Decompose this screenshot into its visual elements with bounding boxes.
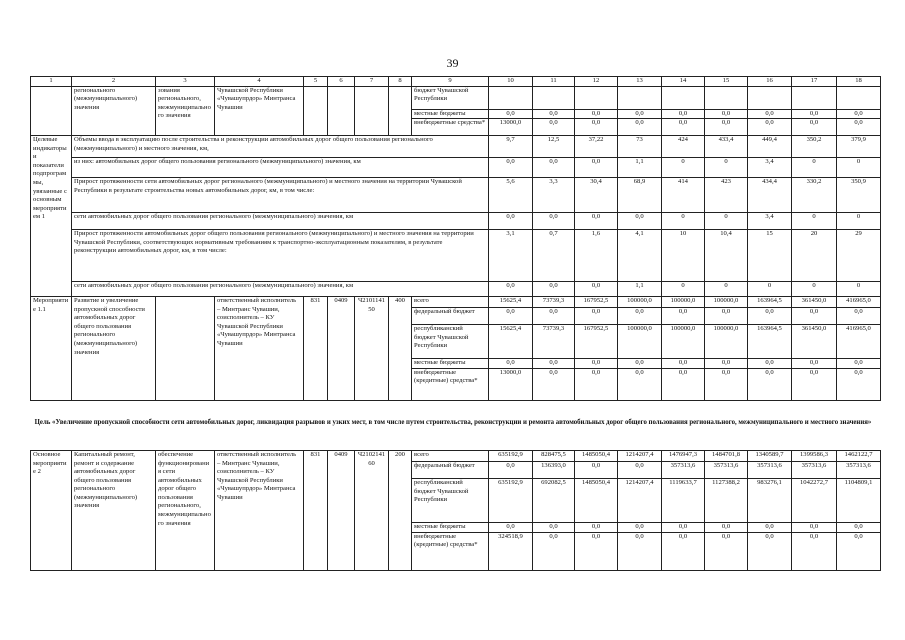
indicator-text: сети автомобильных дорог общего пользования регионального (межмуниципального) значения, км [72, 213, 489, 230]
indicator-text: из них: автомобильных дорог общего пользования регионального (межмуниципального) значения, км [72, 158, 489, 178]
cell-empty [328, 86, 355, 136]
funding-value: 0,0 [792, 119, 837, 136]
indicator-text: Прирост протяженности автомобильных дорог общего пользования регионального (межмуниципального) и местного значения на территории Чувашской Республики, соответствующих нормативным требованиям к транспортно-эксплуатационным показателям, в результате реконструкции автомобильных дорог, км, в том числе: [72, 230, 489, 282]
indicator-value: 350,2 [792, 136, 837, 158]
indicator-value: 3,4 [748, 213, 792, 230]
funding-value [662, 86, 705, 109]
funding-value: 100000,0 [618, 325, 662, 359]
budget-code-section: 0409 [328, 451, 355, 571]
indicator-value: 0 [837, 158, 881, 178]
funding-value: 0,0 [618, 109, 662, 119]
column-number: 7 [355, 77, 389, 87]
cell-empty [31, 86, 72, 136]
funding-value: 100000,0 [705, 297, 748, 308]
indicator-value: 423 [705, 178, 748, 213]
table-row [31, 86, 881, 109]
indicator-value: 0 [705, 282, 748, 297]
funding-value: 416965,0 [837, 297, 881, 308]
funding-value [533, 86, 575, 109]
indicator-text: Объемы ввода в эксплуатацию после строительства и реконструкции автомобильных дорог общего пользования регионального (межмуниципального) и местного значения, км, [72, 136, 489, 158]
indicator-text: сети автомобильных дорог общего пользования регионального (межмуниципального) значения, км [72, 282, 489, 297]
funding-value: 0,0 [748, 359, 792, 369]
funding-value: 0,0 [575, 523, 618, 533]
funding-value [748, 86, 792, 109]
funding-value: 0,0 [662, 308, 705, 325]
table-row [31, 136, 881, 158]
funding-value: 0,0 [618, 119, 662, 136]
indicator-value: 0,0 [533, 158, 575, 178]
funding-value: 0,0 [662, 119, 705, 136]
measure-goal: обеспечение функционирования сети автомобильных дорог общего пользования регионального, межмуниципального значения [156, 451, 215, 571]
funding-source: бюджет Чувашской Республики [412, 86, 489, 109]
funding-value: 100000,0 [662, 297, 705, 308]
funding-value: 0,0 [792, 532, 837, 570]
column-number: 4 [215, 77, 304, 87]
funding-value: 361450,0 [792, 325, 837, 359]
column-number: 5 [304, 77, 328, 87]
indicator-value: 0,0 [533, 213, 575, 230]
funding-value: 15625,4 [489, 297, 533, 308]
funding-value: 0,0 [662, 523, 705, 533]
funding-value: 357313,6 [662, 462, 705, 479]
funding-value: 1476947,3 [662, 451, 705, 462]
funding-value: 0,0 [533, 109, 575, 119]
funding-value: 635192,9 [489, 451, 533, 462]
funding-value: 0,0 [837, 368, 881, 400]
funding-value: 0,0 [489, 462, 533, 479]
indicator-value: 10,4 [705, 230, 748, 282]
funding-source: федеральный бюджет [412, 462, 489, 479]
funding-value: 0,0 [618, 462, 662, 479]
funding-value: 0,0 [662, 368, 705, 400]
table-row [31, 230, 881, 282]
indicator-value: 0 [662, 213, 705, 230]
measure-number: Мероприятие 1.1 [31, 297, 72, 401]
funding-value: 0,0 [489, 523, 533, 533]
funding-source: внебюджетные средства* [412, 119, 489, 136]
funding-value: 357313,6 [792, 462, 837, 479]
funding-value: 0,0 [575, 308, 618, 325]
column-number: 11 [533, 77, 575, 87]
indicator-value: 0 [705, 213, 748, 230]
funding-value: 0,0 [837, 359, 881, 369]
funding-value: 100000,0 [705, 325, 748, 359]
funding-source: внебюджетные (кредитные) средства* [412, 532, 489, 570]
indicator-value: 73 [618, 136, 662, 158]
budget-code-target: Ч210214160 [355, 451, 389, 571]
indicator-value: 0 [837, 213, 881, 230]
funding-source: республиканский бюджет Чувашской Республики [412, 479, 489, 523]
measure-name: регионального (межмуниципального) значения [72, 86, 156, 136]
indicator-value: 0 [792, 158, 837, 178]
funding-value [837, 86, 881, 109]
funding-value: 0,0 [575, 119, 618, 136]
funding-value: 0,0 [837, 308, 881, 325]
funding-value: 361450,0 [792, 297, 837, 308]
funding-source: всего [412, 297, 489, 308]
measure-executor: ответственный исполнитель – Минтранс Чувашии, соисполнитель – КУ Чувашской Республики «Чувашупрдор» Минтранса Чувашии [215, 451, 304, 571]
funding-value: 1214207,4 [618, 451, 662, 462]
funding-value: 1340589,7 [748, 451, 792, 462]
funding-value: 0,0 [837, 523, 881, 533]
funding-value: 0,0 [618, 359, 662, 369]
funding-value: 0,0 [533, 308, 575, 325]
funding-value: 0,0 [792, 523, 837, 533]
funding-value: 100000,0 [662, 325, 705, 359]
funding-value: 136393,0 [533, 462, 575, 479]
indicator-value: 0 [792, 282, 837, 297]
funding-value: 0,0 [575, 359, 618, 369]
table-row [31, 158, 881, 178]
funding-value [575, 86, 618, 109]
indicator-text: Прирост протяженности сети автомобильных дорог регионального (межмуниципального) и местного значения на территории Чувашской Республики в результате строительства новых автомобильных дорог, км, в том числе: [72, 178, 489, 213]
funding-value: 0,0 [533, 368, 575, 400]
indicator-value: 330,2 [792, 178, 837, 213]
funding-value: 324518,9 [489, 532, 533, 570]
indicator-value: 0 [662, 282, 705, 297]
funding-source: местные бюджеты [412, 359, 489, 369]
budget-code-grbs: 831 [304, 451, 328, 571]
column-number: 13 [618, 77, 662, 87]
funding-source: республиканский бюджет Чувашской Республики [412, 325, 489, 359]
funding-value: 73739,3 [533, 325, 575, 359]
measure-goal [156, 297, 215, 401]
funding-value: 416965,0 [837, 325, 881, 359]
indicator-value: 0,0 [489, 282, 533, 297]
indicator-value: 20 [792, 230, 837, 282]
funding-value: 983276,1 [748, 479, 792, 523]
column-number: 10 [489, 77, 533, 87]
column-number: 14 [662, 77, 705, 87]
indicators-label: Целевые индикаторы и показатели подпрограммы, увязанные с основным мероприятием 1 [31, 136, 72, 297]
indicator-value: 29 [837, 230, 881, 282]
indicator-value: 9,7 [489, 136, 533, 158]
funding-value: 1104809,1 [837, 479, 881, 523]
indicator-value: 0 [662, 158, 705, 178]
indicator-value: 0 [837, 282, 881, 297]
program-table-top [30, 76, 881, 401]
measure-goal: зования регионального, межмуниципального значения [156, 86, 215, 136]
funding-value: 357313,6 [748, 462, 792, 479]
funding-value: 0,0 [792, 308, 837, 325]
measure-executor: ответственный исполнитель – Минтранс Чувашии, соисполнитель – КУ Чувашской Республики «Чувашупрдор» Минтранса Чувашии [215, 297, 304, 401]
indicator-value: 0,0 [489, 213, 533, 230]
funding-value: 1127388,2 [705, 479, 748, 523]
indicator-value: 0,0 [575, 282, 618, 297]
table-row [31, 213, 881, 230]
funding-value: 1485050,4 [575, 451, 618, 462]
column-number: 12 [575, 77, 618, 87]
column-number: 8 [389, 77, 412, 87]
funding-value: 0,0 [705, 308, 748, 325]
funding-value: 1119633,7 [662, 479, 705, 523]
funding-source: федеральный бюджет [412, 308, 489, 325]
column-number: 17 [792, 77, 837, 87]
funding-value: 0,0 [748, 109, 792, 119]
budget-code-section: 0409 [328, 297, 355, 401]
funding-value: 0,0 [575, 462, 618, 479]
program-table-bottom [30, 450, 881, 571]
funding-value: 0,0 [748, 523, 792, 533]
funding-value: 0,0 [792, 109, 837, 119]
column-number: 6 [328, 77, 355, 87]
funding-value: 0,0 [618, 523, 662, 533]
funding-value: 0,0 [748, 368, 792, 400]
budget-code-target: Ч210114150 [355, 297, 389, 401]
table-row [31, 282, 881, 297]
funding-value: 0,0 [748, 532, 792, 570]
funding-value: 0,0 [575, 109, 618, 119]
indicator-value: 379,9 [837, 136, 881, 158]
indicator-value: 0,0 [618, 213, 662, 230]
funding-value: 0,0 [618, 368, 662, 400]
funding-value: 0,0 [618, 532, 662, 570]
indicator-value: 3,4 [748, 158, 792, 178]
funding-value: 13000,0 [489, 119, 533, 136]
funding-value: 0,0 [705, 359, 748, 369]
indicator-value: 1,1 [618, 282, 662, 297]
funding-value: 828475,5 [533, 451, 575, 462]
indicator-value: 0,0 [575, 158, 618, 178]
funding-value: 0,0 [705, 523, 748, 533]
indicator-value: 1,1 [618, 158, 662, 178]
funding-value: 0,0 [662, 109, 705, 119]
funding-value: 0,0 [748, 308, 792, 325]
indicator-value: 433,4 [705, 136, 748, 158]
indicator-value: 0,0 [489, 158, 533, 178]
indicator-value: 15 [748, 230, 792, 282]
measure-name: Развитие и увеличение пропускной способности автомобильных дорог общего пользования регионального (межмуниципального) значения [72, 297, 156, 401]
funding-value: 0,0 [705, 109, 748, 119]
funding-value: 0,0 [662, 532, 705, 570]
funding-value: 1462122,7 [837, 451, 881, 462]
funding-value: 357313,6 [837, 462, 881, 479]
funding-source: всего [412, 451, 489, 462]
indicator-value: 0,7 [533, 230, 575, 282]
funding-value: 13000,0 [489, 368, 533, 400]
indicator-value: 5,6 [489, 178, 533, 213]
indicator-value: 12,5 [533, 136, 575, 158]
funding-value: 1484701,8 [705, 451, 748, 462]
funding-value: 0,0 [837, 119, 881, 136]
column-number: 1 [31, 77, 72, 87]
goal-heading: Цель «Увеличение пропускной способности сети автомобильных дорог, ликвидация разрывов и узких мест, в том числе путем строительства, реконструкции и ремонта автомобильных дорог общего пользования регионального, межмуниципального и местного значения» [34, 419, 872, 426]
funding-value: 0,0 [533, 532, 575, 570]
indicator-value: 0 [705, 158, 748, 178]
column-number: 15 [705, 77, 748, 87]
funding-value: 0,0 [489, 359, 533, 369]
funding-value: 163964,5 [748, 325, 792, 359]
indicator-value: 449,4 [748, 136, 792, 158]
column-number-row [31, 77, 881, 87]
indicator-value: 3,1 [489, 230, 533, 282]
measure-number: Основное мероприятие 2 [31, 451, 72, 571]
funding-value: 167952,5 [575, 325, 618, 359]
funding-value: 0,0 [748, 119, 792, 136]
funding-source: местные бюджеты [412, 523, 489, 533]
funding-value: 0,0 [489, 308, 533, 325]
indicator-value: 424 [662, 136, 705, 158]
funding-value: 0,0 [837, 532, 881, 570]
column-number: 16 [748, 77, 792, 87]
funding-value: 15625,4 [489, 325, 533, 359]
indicator-value: 0 [792, 213, 837, 230]
funding-value [489, 86, 533, 109]
budget-code-type: 200 [389, 451, 412, 571]
funding-value: 167952,5 [575, 297, 618, 308]
indicator-value: 1,6 [575, 230, 618, 282]
indicator-value: 10 [662, 230, 705, 282]
indicator-value: 0,0 [533, 282, 575, 297]
funding-source: местные бюджеты [412, 109, 489, 119]
funding-value [792, 86, 837, 109]
funding-value: 0,0 [792, 359, 837, 369]
budget-code-grbs: 831 [304, 297, 328, 401]
measure-name: Капитальный ремонт, ремонт и содержание автомобильных дорог общего пользования регионального (межмуниципального) значения [72, 451, 156, 571]
indicator-value: 0 [748, 282, 792, 297]
column-number: 9 [412, 77, 489, 87]
funding-value [618, 86, 662, 109]
funding-value: 0,0 [837, 109, 881, 119]
cell-empty [304, 86, 328, 136]
table-row [31, 178, 881, 213]
funding-value: 0,0 [575, 532, 618, 570]
indicator-value: 4,1 [618, 230, 662, 282]
page-number: 39 [446, 56, 459, 70]
indicator-value: 414 [662, 178, 705, 213]
cell-empty [355, 86, 389, 136]
funding-value: 1399586,3 [792, 451, 837, 462]
cell-empty [389, 86, 412, 136]
funding-value: 1042272,7 [792, 479, 837, 523]
indicator-value: 0,0 [575, 213, 618, 230]
measure-executor: Чувашской Республики «Чувашупрдор» Минтранса Чувашии [215, 86, 304, 136]
funding-value: 100000,0 [618, 297, 662, 308]
funding-value: 1214207,4 [618, 479, 662, 523]
table-row [31, 297, 881, 308]
table-row [31, 451, 881, 462]
indicator-value: 3,3 [533, 178, 575, 213]
funding-value: 0,0 [533, 523, 575, 533]
funding-value: 0,0 [792, 368, 837, 400]
column-number: 3 [156, 77, 215, 87]
funding-value: 1485050,4 [575, 479, 618, 523]
funding-value: 163964,5 [748, 297, 792, 308]
column-number: 2 [72, 77, 156, 87]
indicator-value: 350,9 [837, 178, 881, 213]
funding-value: 0,0 [618, 308, 662, 325]
funding-value: 0,0 [489, 109, 533, 119]
funding-value: 73739,3 [533, 297, 575, 308]
indicator-value: 37,22 [575, 136, 618, 158]
funding-value: 0,0 [662, 359, 705, 369]
indicator-value: 30,4 [575, 178, 618, 213]
column-number: 18 [837, 77, 881, 87]
funding-value: 0,0 [705, 368, 748, 400]
budget-code-type: 400 [389, 297, 412, 401]
funding-value: 0,0 [705, 532, 748, 570]
indicator-value: 68,9 [618, 178, 662, 213]
funding-value: 0,0 [705, 119, 748, 136]
funding-value: 0,0 [533, 119, 575, 136]
funding-value: 0,0 [575, 368, 618, 400]
funding-value [705, 86, 748, 109]
funding-value: 692082,5 [533, 479, 575, 523]
funding-source: внебюджетные (кредитные) средства* [412, 368, 489, 400]
funding-value: 357313,6 [705, 462, 748, 479]
funding-value: 635192,9 [489, 479, 533, 523]
indicator-value: 434,4 [748, 178, 792, 213]
funding-value: 0,0 [533, 359, 575, 369]
